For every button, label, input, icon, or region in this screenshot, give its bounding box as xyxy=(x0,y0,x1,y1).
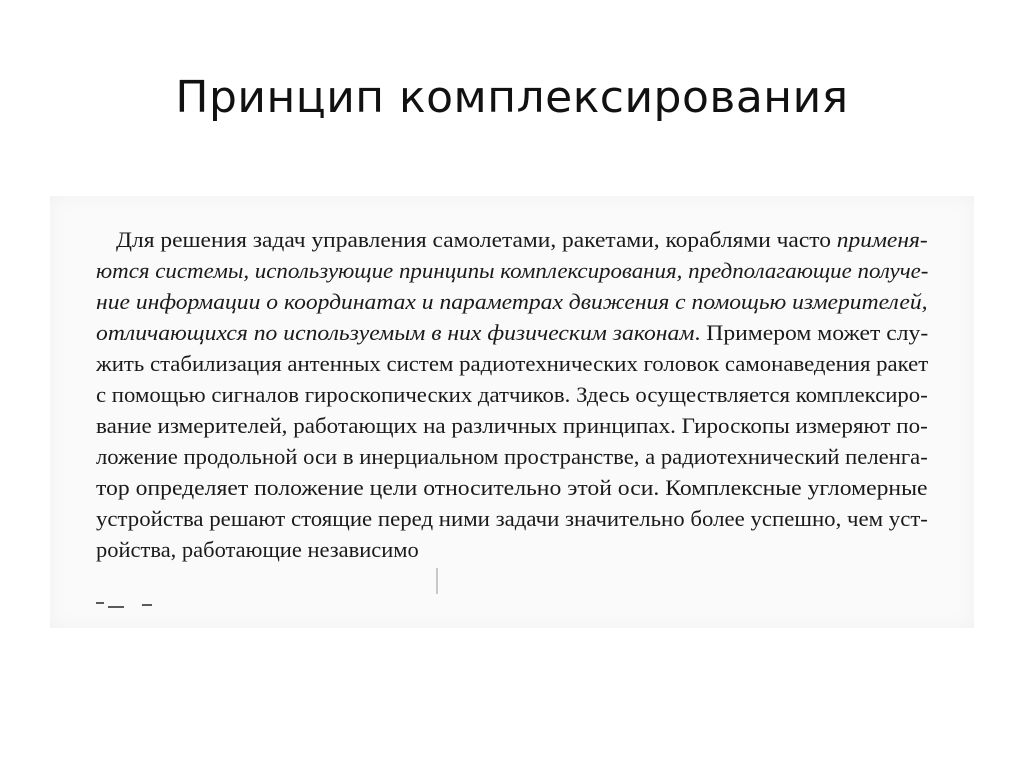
text-line xyxy=(96,318,928,348)
text-run: ложение продольной оси в инерциальном пространстве, а радиотехнический пеленга- xyxy=(96,444,928,469)
text-line xyxy=(96,535,419,565)
crop-edge-mark xyxy=(436,568,438,594)
text-run: ройства, работающие независимо xyxy=(96,537,419,562)
text-line xyxy=(96,256,928,286)
italic-run: отличающихся по используемым в них физическим законам xyxy=(96,320,695,345)
text-run: Для решения задач управления самолетами, ракетами, кораблями часто xyxy=(116,227,837,252)
text-run: тор определяет положение цели относительно этой оси. Комплексные угломерные xyxy=(96,475,928,500)
text-line xyxy=(96,504,928,534)
italic-run: ются системы, использующие принципы комплексирования, предполагающие получе- xyxy=(96,258,929,283)
scanned-text-image xyxy=(50,196,974,628)
text-line xyxy=(96,287,928,317)
text-line xyxy=(96,442,928,472)
slide-title: Принцип комплексирования xyxy=(175,72,849,123)
text-line xyxy=(96,473,927,503)
text-line xyxy=(96,349,928,379)
text-run: жить стабилизация антенных систем радиотехнических головок самонаведения ракет xyxy=(96,351,929,376)
cropped-next-line-fragment xyxy=(96,602,156,614)
text-line xyxy=(116,225,928,255)
italic-run: применя- xyxy=(836,227,928,252)
text-run: устройства решают стоящие перед ними задачи значительно более успешно, чем уст- xyxy=(96,506,928,531)
italic-run: ние информации о координатах и параметрах движения с помощью измерителей, xyxy=(96,289,928,314)
text-run: с помощью сигналов гироскопических датчиков. Здесь осуществляется комплексиро- xyxy=(96,382,928,407)
text-run: вание измерителей, работающих на различных принципах. Гироскопы измеряют по- xyxy=(96,413,928,438)
text-line xyxy=(96,411,928,441)
text-line xyxy=(96,380,928,410)
text-run: . Примером может слу- xyxy=(694,320,929,345)
